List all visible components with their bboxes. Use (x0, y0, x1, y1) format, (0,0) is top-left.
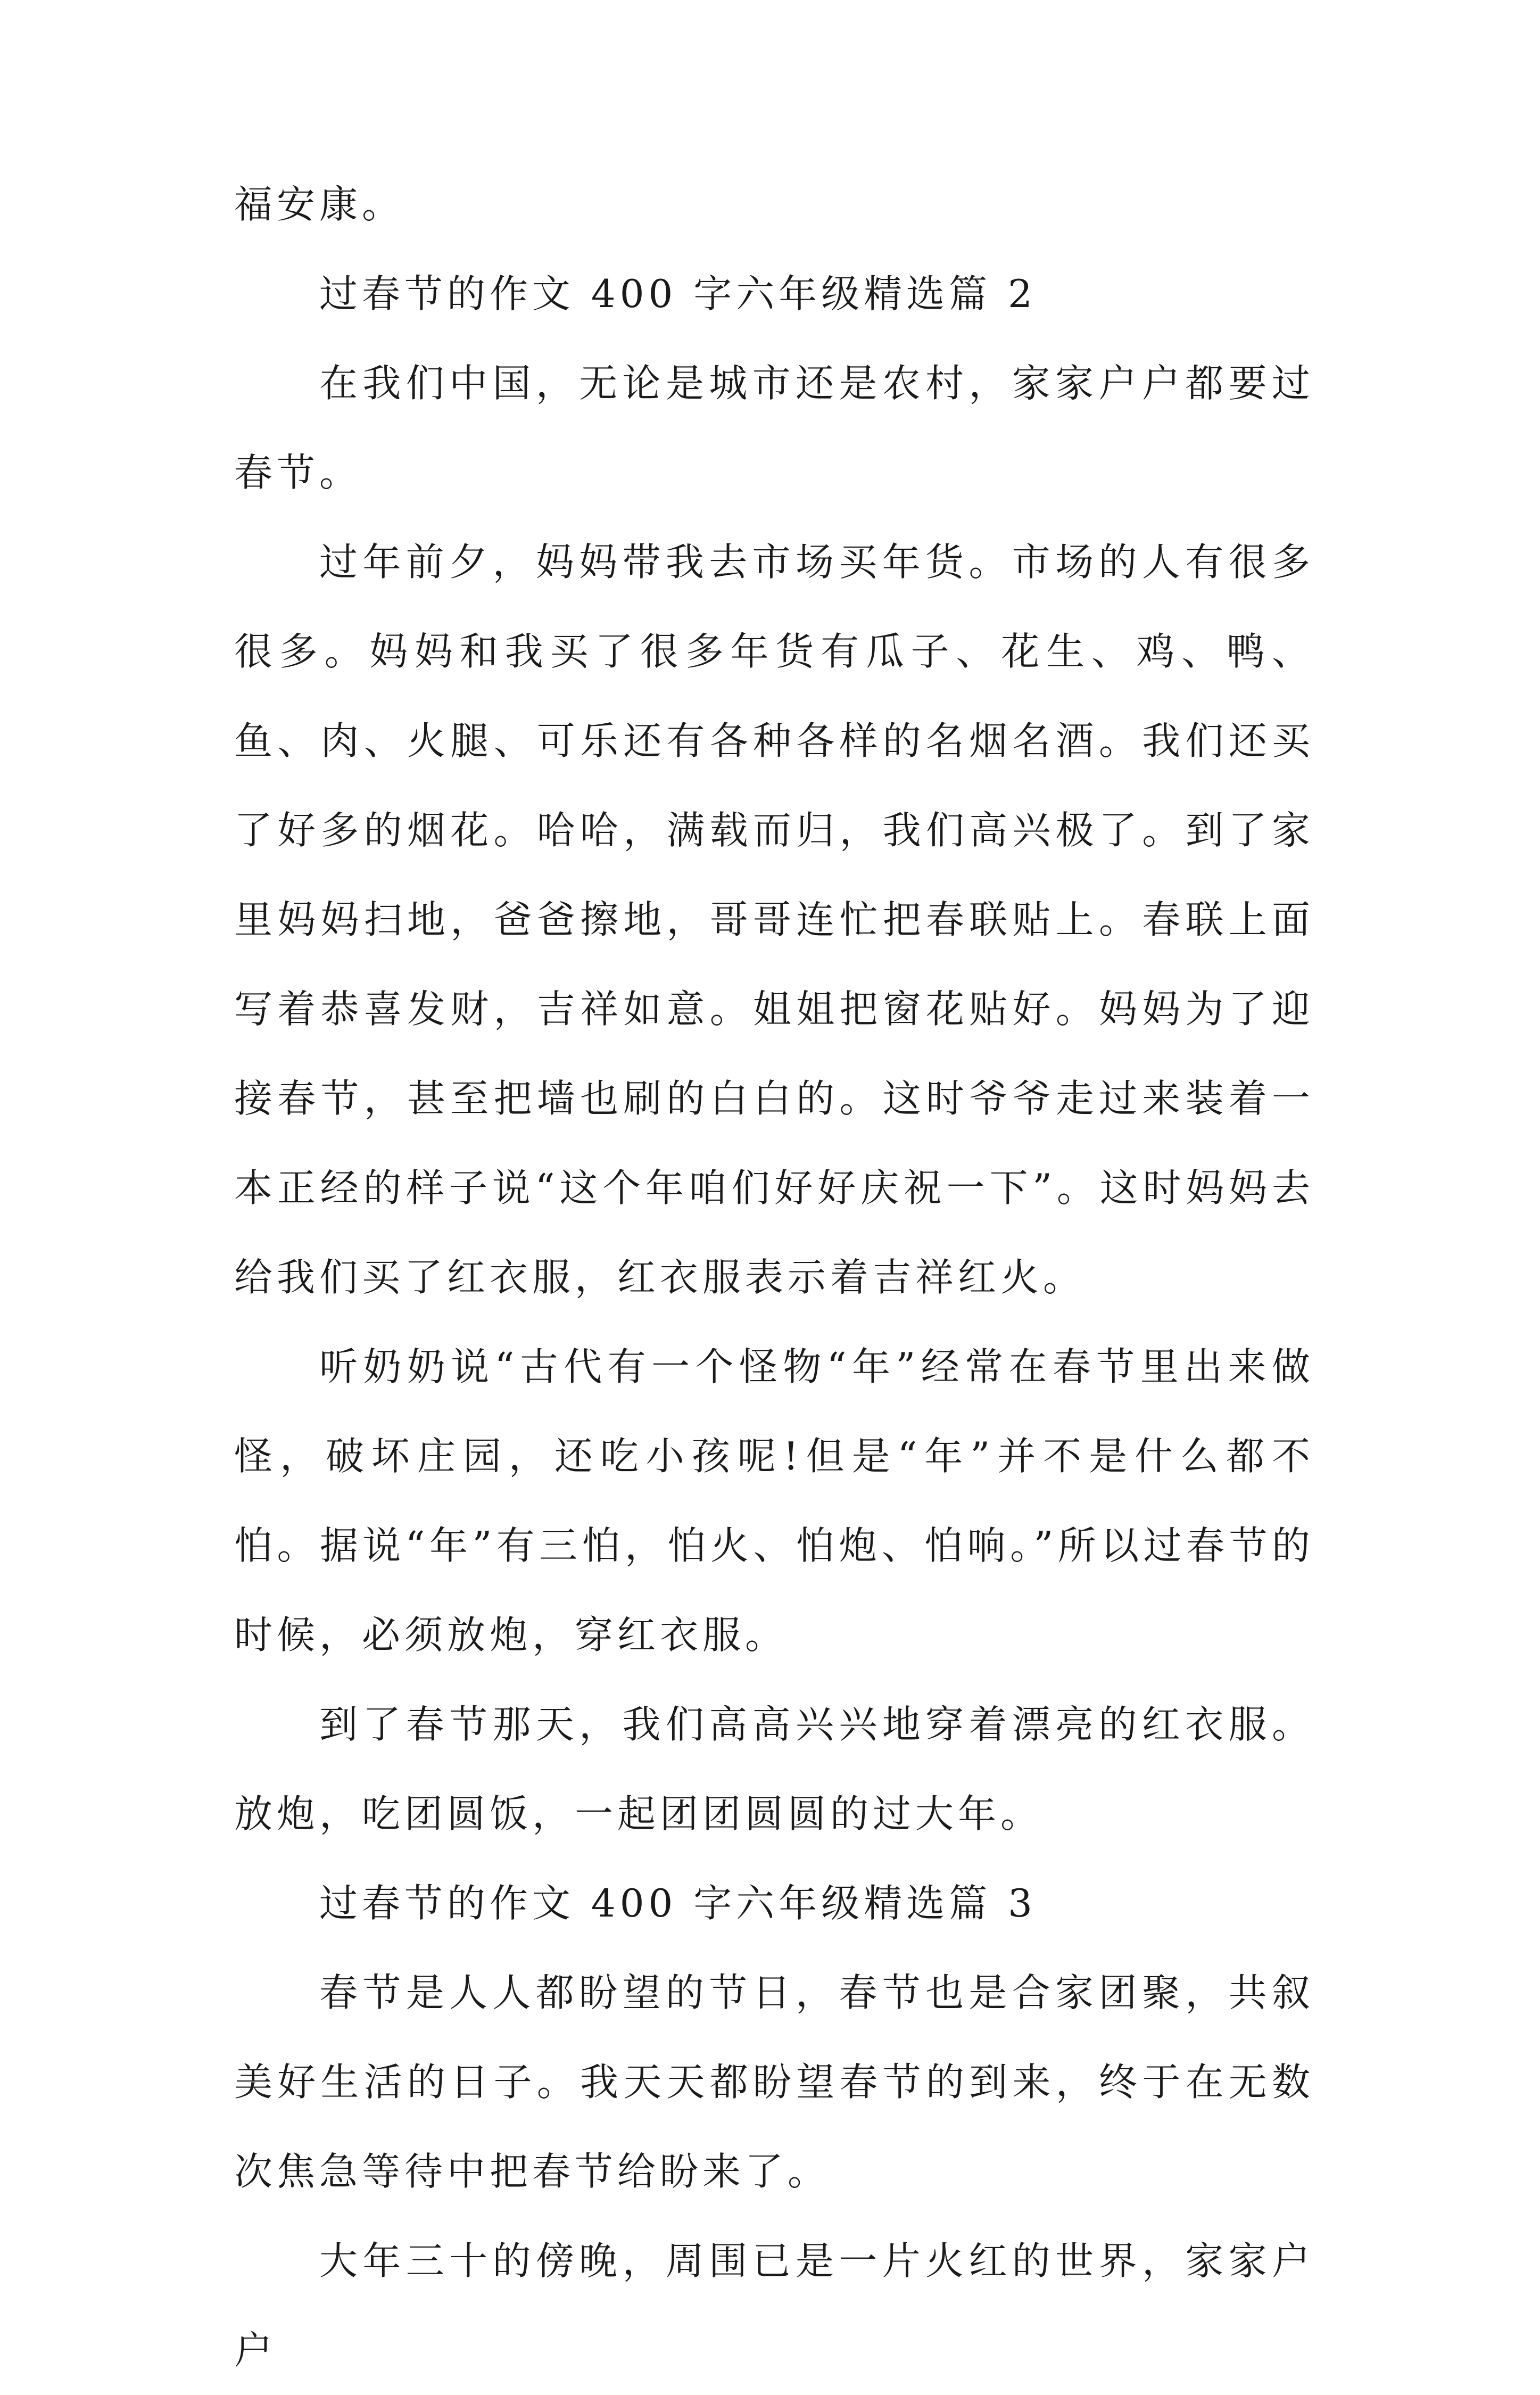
paragraph: 到了春节那天，我们高高兴兴地穿着漂亮的红衣服。放炮，吃团圆饭，一起团团圆圆的过大年。 (234, 1702, 1314, 1836)
document-body (234, 160, 1314, 2395)
section-heading-3: 过春节的作文 400 字六年级精选篇 3 (319, 1881, 1037, 1926)
paragraph: 大年三十的傍晚，周围已是一片火红的世界，家家户户 (234, 2239, 1314, 2373)
paragraph: 在我们中国，无论是城市还是农村，家家户户都要过春节。 (234, 361, 1314, 495)
paragraph: 听奶奶说“古代有一个怪物“年”经常在春节里出来做怪，破坏庄园，还吃小孩呢!但是“年”并不是什么都不怕。据说“年”有三怕，怕火、怕炮、怕响。”所以过春节的时候，必须放炮，穿红衣服。 (234, 1344, 1314, 1657)
section-heading-2: 过春节的作文 400 字六年级精选篇 2 (319, 271, 1037, 316)
paragraph: 春节是人人都盼望的节日，春节也是合家团聚，共叙美好生活的日子。我天天都盼望春节的到来，终于在无数次焦急等待中把春节给盼来了。 (234, 1970, 1314, 2194)
paragraph-continuation: 福安康。 (234, 182, 405, 227)
paragraph: 过年前夕，妈妈带我去市场买年货。市场的人有很多很多。妈妈和我买了很多年货有瓜子、花生、鸡、鸭、鱼、肉、火腿、可乐还有各种各样的名烟名酒。我们还买了好多的烟花。哈哈，满载而归，我们高兴极了。到了家里妈妈扫地，爸爸擦地，哥哥连忙把春联贴上。春联上面写着恭喜发财，吉祥如意。姐姐把窗花贴好。妈妈为了迎接春节，甚至把墙也刷的白白的。这时爷爷走过来装着一本正经的样子说“这个年咱们好好庆祝一下”。这时妈妈去给我们买了红衣服，红衣服表示着吉祥红火。 (234, 540, 1314, 1300)
